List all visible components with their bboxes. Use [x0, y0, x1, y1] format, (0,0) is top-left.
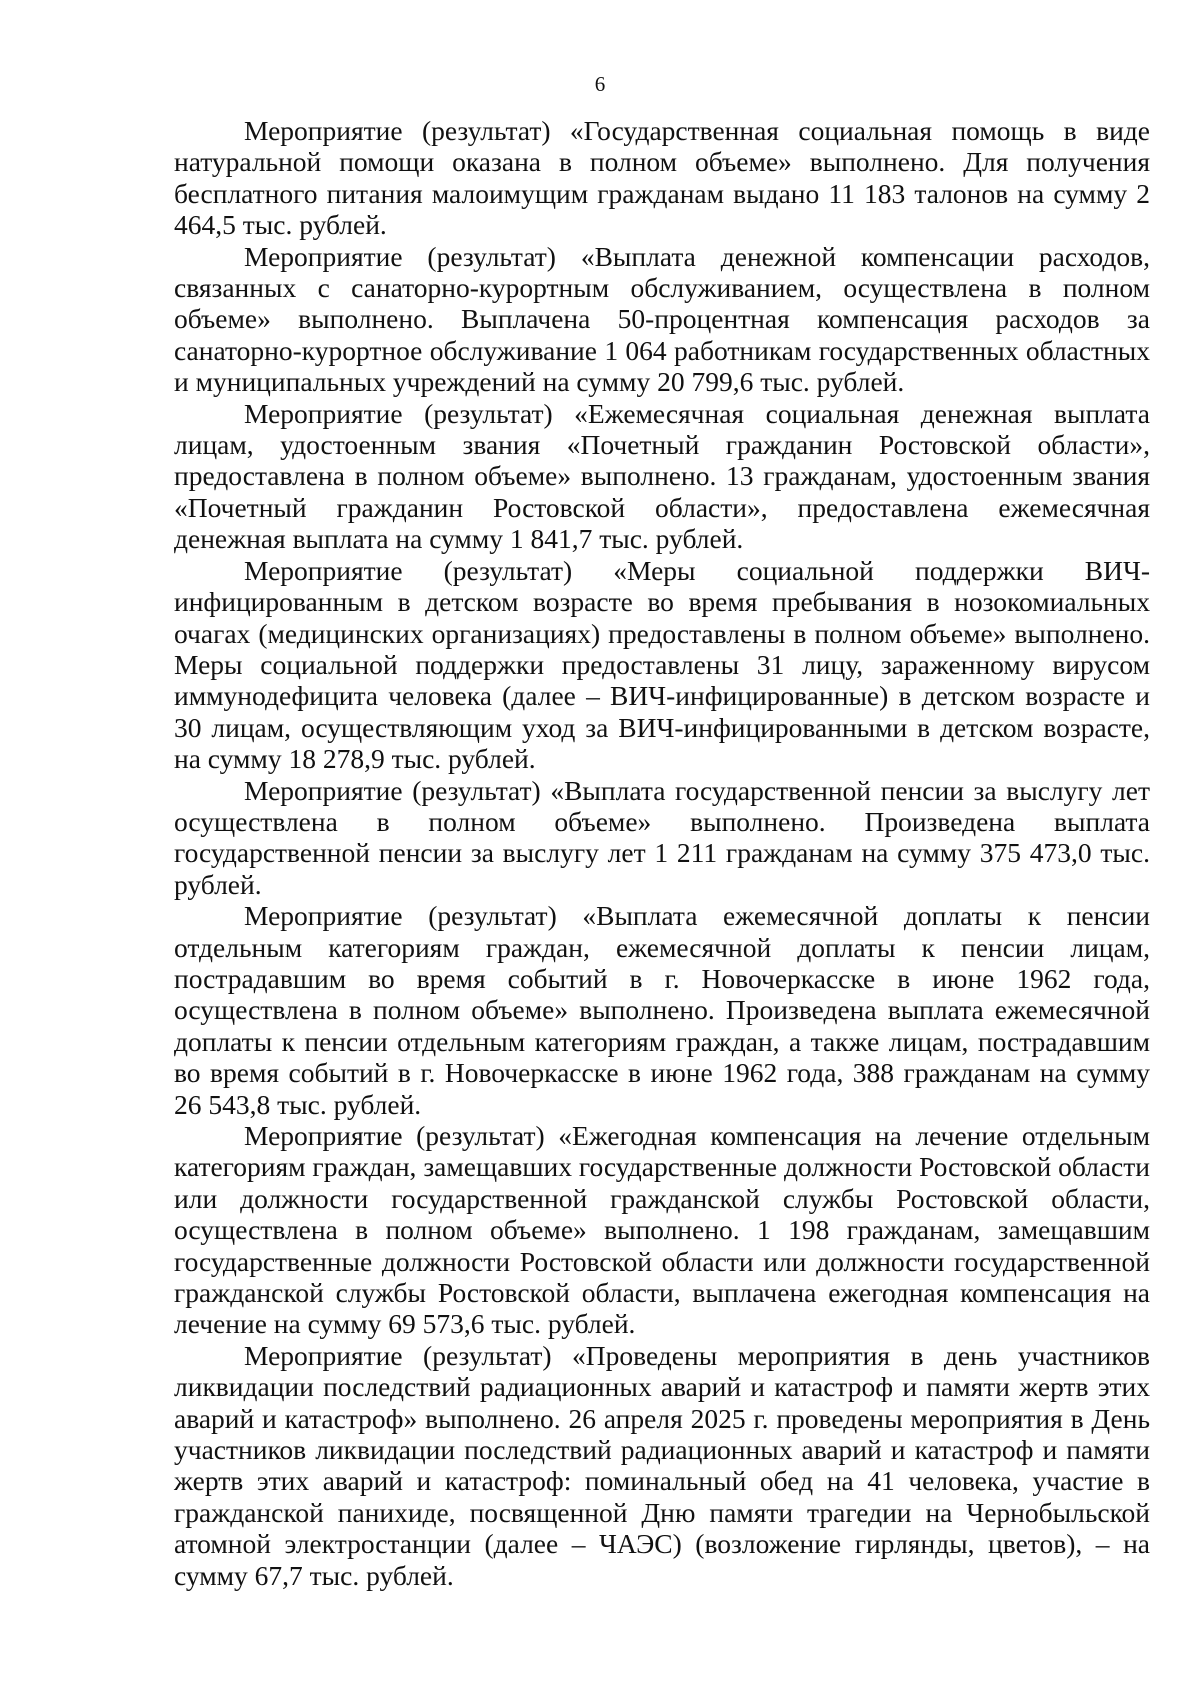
paragraph-hiv-support: Мероприятие (результат) «Меры социальной поддержки ВИЧ-инфицированным в детском возрасте во время пребывания в нозокомиальных очагах (медицинских организациях) предоставлены в полном объеме» выполнено. Меры социальной поддержки предоставлены 31 лицу, зараженному вирусом иммунодефицита человека (далее – ВИЧ-инфицированные) в детском возрасте и 30 лицам, осуществляющим уход за ВИЧ-инфицированными в детском возрасте, на сумму 18 278,9 тыс. рублей.	[174, 554, 1150, 775]
paragraph-annual-treatment-compensation: Мероприятие (результат) «Ежегодная компенсация на лечение отдельным категориям граждан, замещавших государственные должности Ростовской области или должности государственной гражданской службы Ростовской области, осуществлена в полном объеме» выполнено. 1 198 гражданам, замещавшим государственные должности Ростовской области или должности государственной гражданской службы Ростовской области, выплачена ежегодная компенсация на лечение на сумму 69 573,6 тыс. рублей.	[174, 1120, 1150, 1340]
document-body	[174, 115, 1150, 1591]
paragraph-sanatorium-compensation: Мероприятие (результат) «Выплата денежной компенсации расходов, связанных с санаторно-курортным обслуживанием, осуществлена в полном объеме» выполнено. Выплачена 50-процентная компенсация расходов за санаторно-курортное обслуживание 1 064 работникам государственных областных и муниципальных учреждений на сумму 20 799,6 тыс. рублей.	[174, 240, 1150, 398]
paragraph-radiation-accident-memorial: Мероприятие (результат) «Проведены мероприятия в день участников ликвидации последствий радиационных аварий и катастроф и памяти жертв этих аварий и катастроф» выполнено. 26 апреля 2025 г. проведены мероприятия в День участников ликвидации последствий радиационных аварий и катастроф и памяти жертв этих аварий и катастроф: поминальный обед на 41 человека, участие в гражданской панихиде, посвященной Дню памяти трагедии на Чернобыльской атомной электростанции (далее – ЧАЭС) (возложение гирлянды, цветов), – на сумму 67,7 тыс. рублей.	[174, 1339, 1150, 1591]
paragraph-pension-supplement: Мероприятие (результат) «Выплата ежемесячной доплаты к пенсии отдельным категориям граждан, ежемесячной доплаты к пенсии лицам, пострадавшим во время событий в г. Новочеркасске в июне 1962 года, осуществлена в полном объеме» выполнено. Произведена выплата ежемесячной доплаты к пенсии отдельным категориям граждан, а также лицам, пострадавшим во время событий в г. Новочеркасске в июне 1962 года, 388 гражданам на сумму 26 543,8 тыс. рублей.	[174, 900, 1150, 1120]
paragraph-honorary-citizen-payment: Мероприятие (результат) «Ежемесячная социальная денежная выплата лицам, удостоенным звания «Почетный гражданин Ростовской области», предоставлена в полном объеме» выполнено. 13 гражданам, удостоенным звания «Почетный гражданин Ростовской области», предоставлена ежемесячная денежная выплата на сумму 1 841,7 тыс. рублей.	[174, 397, 1150, 555]
paragraph-natural-aid: Мероприятие (результат) «Государственная социальная помощь в виде натуральной помощи оказана в полном объеме» выполнено. Для получения бесплатного питания малоимущим гражданам выдано 11 183 талонов на сумму 2 464,5 тыс. рублей.	[174, 115, 1150, 241]
paragraph-long-service-pension: Мероприятие (результат) «Выплата государственной пенсии за выслугу лет осуществлена в полном объеме» выполнено. Произведена выплата государственной пенсии за выслугу лет 1 211 гражданам на сумму 375 473,0 тыс. рублей.	[174, 774, 1150, 900]
page-number: 6	[594, 72, 606, 96]
